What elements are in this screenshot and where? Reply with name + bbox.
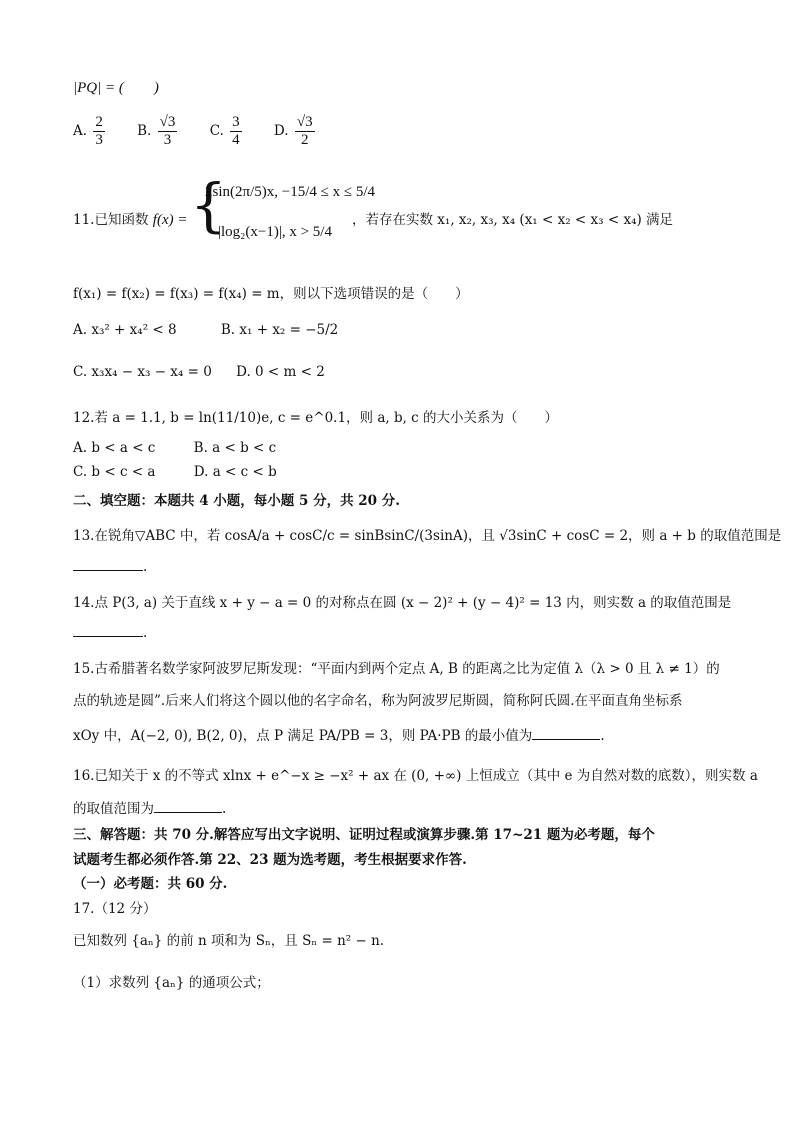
q12-options-ab (73, 440, 302, 456)
q14-stem: 14.点 P(3, a) 关于直线 x + y − a = 0 的对称点在圆 (x − 2)² + (y − 4)² = 13 内，则实数 a 的取值范围是 (73, 595, 732, 611)
section-2-title: 二、填空题：本题共 4 小题，每小题 5 分，共 20 分. (73, 493, 400, 509)
q11-condition: ，若存在实数 x₁, x₂, x₃, x₄ (x₁ < x₂ < x₃ < x₄) 满足 (352, 212, 674, 228)
q16-line-1: 16.已知关于 x 的不等式 xlnx + e^−x ≥ −x² + ax 在 (0, +∞) 上恒成立（其中 e 为自然对数的底数），则实数 a (73, 768, 758, 784)
q17-header: 17.（12 分） (73, 901, 157, 917)
q15-line-1: 15.古希腊著名数学家阿波罗尼斯发现：“平面内到两个定点 A, B 的距离之比为定值 λ（λ > 0 且 λ ≠ 1）的 (73, 661, 720, 677)
q11-prefix: 11.已知函数 f(x) = (73, 212, 188, 228)
q12-option-a: A. b < a < c (73, 440, 156, 456)
q17-part-1: （1）求数列 {aₙ} 的通项公式； (73, 975, 270, 991)
section-3-title-line-1: 三、解答题：共 70 分.解答应写出文字说明、证明过程或演算步骤.第 17~21 题为必考题，每个 (73, 827, 655, 843)
q11-option-d: D. 0 < m < 2 (236, 364, 325, 380)
q16-answer-blank (154, 798, 222, 813)
q16-line-2: 的取值范围为 . (73, 797, 226, 817)
q10-option-c: C. $\frac{3}{4}$ (209, 114, 240, 148)
q15-line-2: 点的轨迹是圆”.后来人们将这个圆以他的名字命名，称为阿波罗尼斯圆，简称阿氏圆.在平面直角坐标系 (73, 693, 683, 709)
q17-stem: 已知数列 {aₙ} 的前 n 项和为 Sₙ，且 Sₙ = n² − n. (73, 933, 385, 949)
q15-answer-blank (532, 725, 600, 740)
piecewise-brace: { (190, 171, 227, 239)
q11-option-b: B. x₁ + x₂ = −5/2 (220, 322, 339, 338)
q14-answer-blank: . (73, 622, 147, 641)
q11-piece-1: 2sin(2π/5)x, −15/4 ≤ x ≤ 5/4 (205, 184, 375, 200)
q13-stem: 13.在锐角▽ABC 中，若 cosA/a + cosC/c = sinBsinC/(3sinA)，且 √3sinC + cosC = 2，则 a + b 的取值范围是 (73, 528, 782, 544)
q10-option-a: A. $\frac{2}{3}$ (73, 114, 103, 148)
section-3-subtitle: （一）必考题：共 60 分. (73, 876, 228, 892)
q12-options-cd (73, 464, 303, 480)
q10-option-d: D. $\frac{√3}{2}$ (273, 114, 313, 148)
q12-option-c: C. b < c < a (73, 464, 156, 480)
q12-option-d: D. a < c < b (193, 464, 277, 480)
q11-equation-line: f(x₁) = f(x₂) = f(x₃) = f(x₄) = m，则以下选项错误的是（ ） (73, 286, 469, 302)
q11-piece-2: |log₂(x−1)|, x > 5/4 (218, 224, 332, 240)
q15-line-3: xOy 中，A(−2, 0), B(2, 0)，点 P 满足 PA/PB = 3，则 PA·PB 的最小值为 . (73, 724, 605, 744)
q11-option-a: A. x₃² + x₄² < 8 (73, 322, 177, 338)
q10-expression: |PQ| = ( ) (73, 80, 159, 96)
section-3-title-line-2: 试题考生都必须作答.第 22、23 题为选考题，考生根据要求作答. (73, 852, 467, 868)
q12-option-b: B. a < b < c (193, 440, 277, 456)
q11-option-c: C. x₃x₄ − x₃ − x₄ = 0 (73, 364, 212, 380)
q11-options-ab (73, 322, 364, 338)
q11-options-cd (73, 364, 351, 380)
q10-options (73, 114, 343, 149)
q12-stem: 12.若 a = 1.1, b = ln(11/10)e, c = e^0.1，则 a, b, c 的大小关系为（ ） (73, 410, 559, 426)
q10-option-b: B. $\frac{√3}{3}$ (137, 114, 176, 148)
q13-answer-blank: . (73, 556, 147, 575)
